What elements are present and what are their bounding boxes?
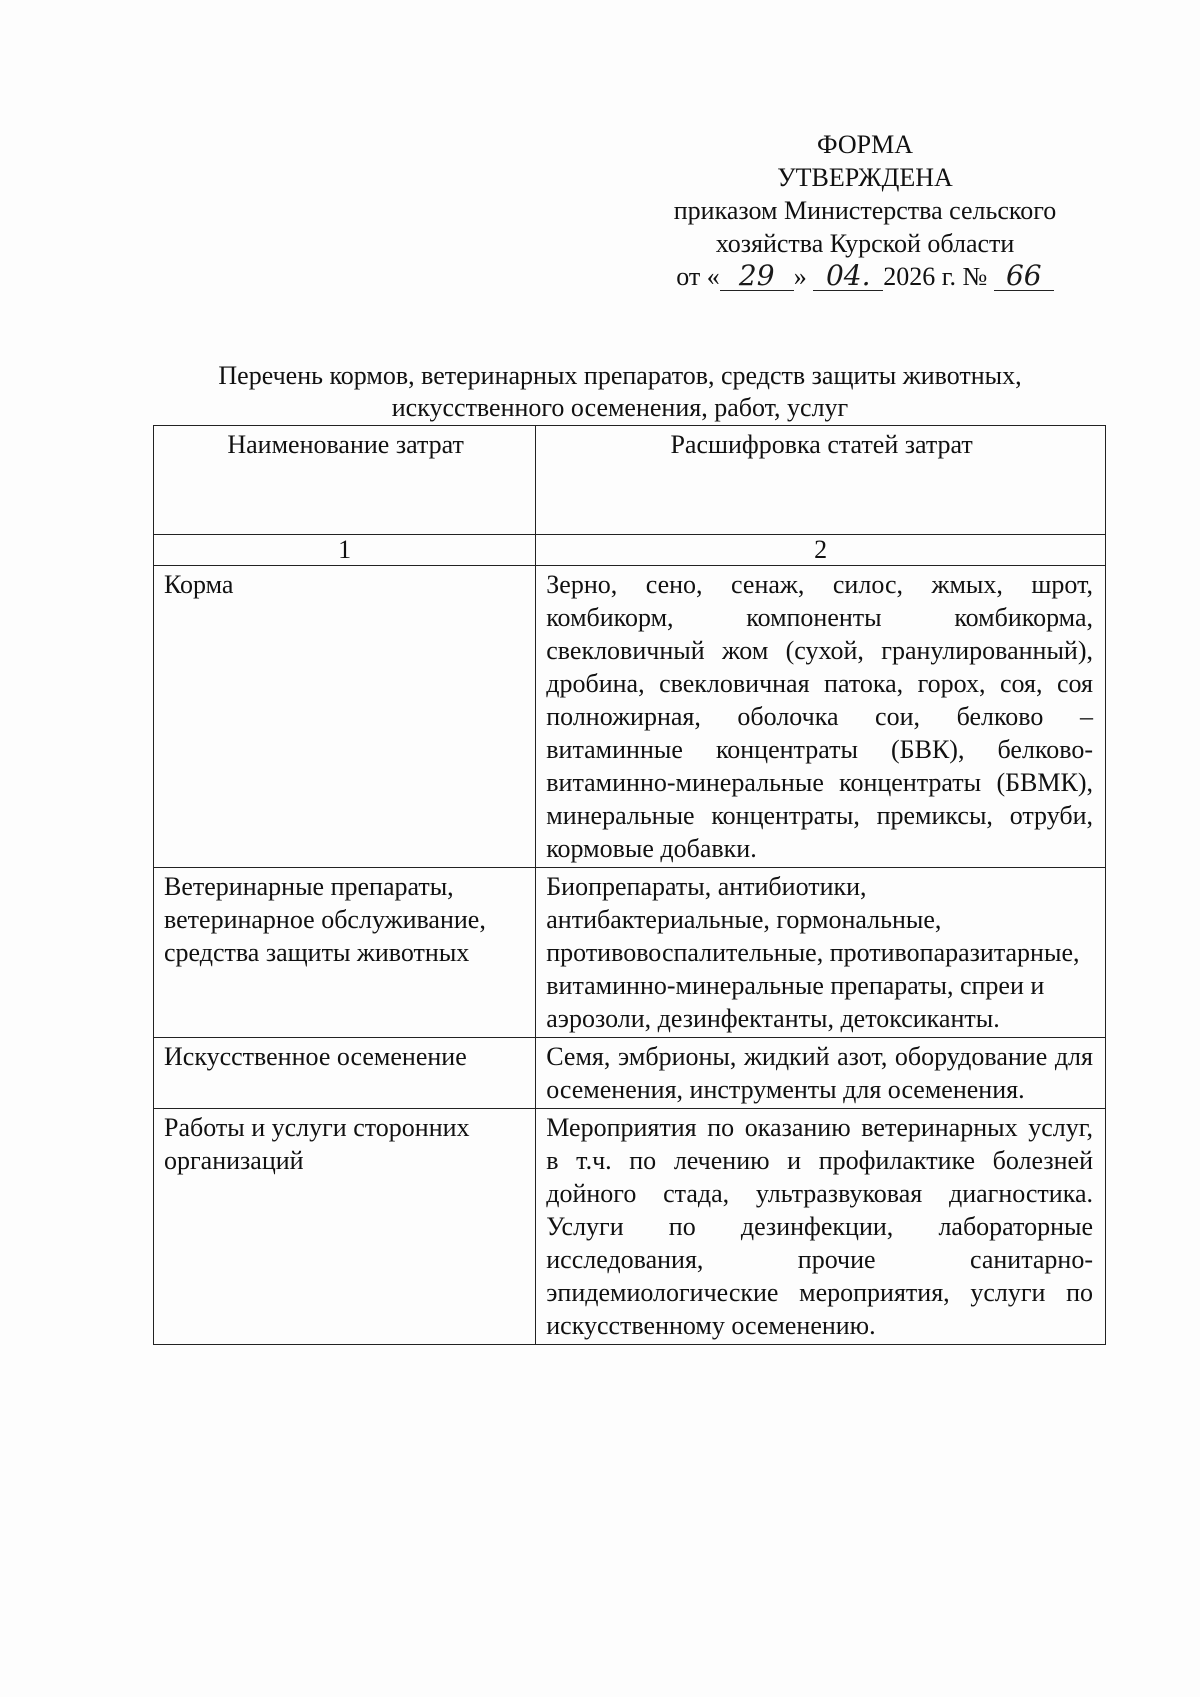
- row-details: Биопрепараты, антибиотики, антибактериальные, гормональные, противовоспалительные, противопаразитарные, витаминно-минеральные препараты, спреи и аэрозоли, дезинфектанты, детоксиканты.: [536, 868, 1106, 1038]
- row-details: Мероприятия по оказанию ветеринарных услуг, в т.ч. по лечению и профилактике болезней дойного стада, ультразвуковая диагностика. Услуги по дезинфекции, лабораторные исследования, прочие санитарно-эпидемиологические мероприятия, услуги по искусственному осеменению.: [536, 1109, 1106, 1345]
- column-number-2: 2: [536, 535, 1106, 566]
- table-row: [154, 566, 1106, 868]
- row-name: Работы и услуги сторонних организаций: [154, 1109, 536, 1345]
- row-name: Искусственное осеменение: [154, 1038, 536, 1109]
- title-line-2: искусственного осеменения, работ, услуг: [391, 393, 849, 422]
- cost-table: [153, 425, 1106, 1345]
- handwritten-order-number: 66: [994, 262, 1054, 291]
- title-line-1: Перечень кормов, ветеринарных препаратов, средств защиты животных,: [218, 361, 1022, 390]
- column-number-row: [154, 535, 1106, 566]
- approval-block: [640, 128, 1090, 293]
- row-details: Зерно, сено, сенаж, силос, жмых, шрот, комбикорм, компоненты комбикорма, свекловичный жом (сухой, гранулированный), дробина, свекловичная патока, горох, соя, соя полножирная, оболочка сои, белково – витаминные концентраты (БВК), белково-витаминно-минеральные концентраты (БВМК), минеральные концентраты, премиксы, отруби, кормовые добавки.: [536, 566, 1106, 868]
- handwritten-month: 04.: [813, 262, 883, 291]
- document-title: [150, 360, 1090, 424]
- table-row: [154, 868, 1106, 1038]
- row-details: Семя, эмбрионы, жидкий азот, оборудование для осеменения, инструменты для осеменения.: [536, 1038, 1106, 1109]
- order-line-1: приказом Министерства сельского: [673, 196, 1057, 225]
- row-name: Корма: [154, 566, 536, 868]
- form-label: ФОРМА: [817, 130, 913, 159]
- year-text: 2026 г. №: [883, 262, 988, 291]
- handwritten-day: 29: [720, 262, 794, 291]
- table-row: [154, 1109, 1106, 1345]
- table-header-row: [154, 426, 1106, 535]
- date-prefix: от «: [676, 262, 720, 291]
- approved-label: УТВЕРЖДЕНА: [777, 163, 953, 192]
- order-date-line: [640, 260, 1090, 293]
- header-cost-name: Наименование затрат: [154, 426, 536, 535]
- date-close-quote: »: [793, 262, 807, 291]
- row-name: Ветеринарные препараты, ветеринарное обслуживание, средства защиты животных: [154, 868, 536, 1038]
- table-row: [154, 1038, 1106, 1109]
- order-line-2: хозяйства Курской области: [715, 229, 1015, 258]
- header-cost-details: Расшифровка статей затрат: [536, 426, 1106, 535]
- column-number-1: 1: [154, 535, 536, 566]
